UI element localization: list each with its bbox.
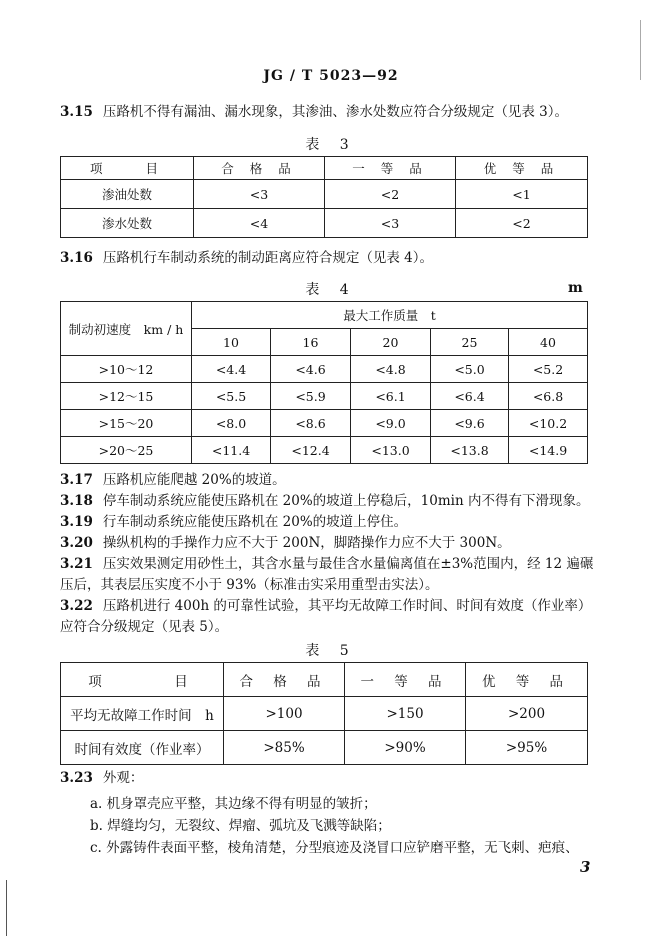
table-cell: <5.0 — [431, 356, 509, 383]
clause-3-20 — [60, 533, 600, 554]
clause-number: 3.21 — [60, 556, 93, 572]
clause-3-18 — [60, 491, 600, 512]
row-label: 渗水处数 — [61, 209, 194, 238]
row-label: 渗油处数 — [61, 180, 194, 209]
header-cell: 合 格 品 — [194, 157, 325, 180]
table-row — [61, 731, 588, 765]
table-cell: <14.9 — [509, 437, 588, 464]
group-header: 最大工作质量 t — [192, 302, 588, 329]
clause-3-22 — [60, 596, 600, 638]
item-b: b. 焊缝均匀，无裂纹、焊瘤、弧坑及飞溅等缺陷； — [90, 818, 391, 834]
table-cell: <1 — [456, 180, 588, 209]
clause-text: 操纵机构的手操作力应不大于 200N，脚踏操作力应不大于 300N。 — [102, 535, 511, 551]
table-row — [61, 180, 588, 209]
table-cell: <4.6 — [271, 356, 351, 383]
clause-text: 行车制动系统应能使压路机在 20%的坡道上停住。 — [102, 514, 408, 530]
row-label: >15～20 — [61, 410, 192, 437]
table-4 — [60, 301, 588, 464]
row-label: >10～12 — [61, 356, 192, 383]
table-3 — [60, 156, 588, 238]
table-cell: <4 — [194, 209, 325, 238]
table-cell: <12.4 — [271, 437, 351, 464]
table-header-row — [61, 302, 588, 329]
clause-text: 外观： — [102, 770, 144, 786]
table-row — [61, 383, 588, 410]
clause-3-16 — [60, 248, 600, 269]
table-row — [61, 209, 588, 238]
table-row — [61, 356, 588, 383]
item-a: a. 机身罩壳应平整，其边缘不得有明显的皱折； — [90, 796, 377, 812]
table4-unit: m — [568, 280, 583, 296]
table-cell: <10.2 — [509, 410, 588, 437]
page-header: JG / T 5023—92 — [263, 68, 399, 84]
header-cell: 项 目 — [61, 663, 224, 697]
table-row — [61, 437, 588, 464]
table-cell: <2 — [456, 209, 588, 238]
mass-header: 40 — [509, 329, 588, 356]
table3-caption: 表 3 — [305, 137, 357, 153]
table-cell: >100 — [224, 697, 345, 731]
table-cell: <3 — [194, 180, 325, 209]
table-cell: <6.4 — [431, 383, 509, 410]
clause-number: 3.16 — [60, 250, 93, 266]
table-header-row — [61, 663, 588, 697]
header-cell: 合 格 品 — [224, 663, 345, 697]
table-cell: >95% — [466, 731, 588, 765]
table5-caption: 表 5 — [305, 643, 357, 659]
header-cell: 一 等 品 — [345, 663, 466, 697]
table-cell: <5.5 — [192, 383, 271, 410]
row-header: 制动初速度 km / h — [61, 302, 192, 356]
table-row — [61, 410, 588, 437]
clause-3-17 — [60, 470, 600, 491]
table4-caption: 表 4 — [305, 282, 357, 298]
table-cell: <5.9 — [271, 383, 351, 410]
table-cell: <5.2 — [509, 356, 588, 383]
clause-number: 3.19 — [60, 514, 93, 530]
table-cell: <6.1 — [351, 383, 431, 410]
clause-number: 3.23 — [60, 770, 93, 786]
clause-number: 3.20 — [60, 535, 93, 551]
table-cell: >150 — [345, 697, 466, 731]
table-5 — [60, 662, 588, 765]
table-cell: <2 — [325, 180, 456, 209]
header-cell: 优 等 品 — [466, 663, 588, 697]
clause-number: 3.18 — [60, 493, 93, 509]
mass-header: 10 — [192, 329, 271, 356]
table-cell: <9.0 — [351, 410, 431, 437]
page-number: 3 — [580, 858, 591, 876]
header-cell: 项 目 — [61, 157, 194, 180]
header-cell: 优 等 品 — [456, 157, 588, 180]
table-cell: <4.4 — [192, 356, 271, 383]
table-cell: <8.0 — [192, 410, 271, 437]
clause-3-23 — [60, 768, 600, 789]
clause-text: 压实效果测定用砂性土，其含水量与最佳含水量偏离值在±3%范围内，经 12 遍碾压后，其表层压实度不小于 93%（标准击实采用重型击实法）。 — [60, 556, 594, 593]
clause-text: 压路机不得有漏油、漏水现象，其渗油、渗水处数应符合分级规定（见表 3）。 — [102, 104, 569, 120]
mass-header: 25 — [431, 329, 509, 356]
mass-header: 20 — [351, 329, 431, 356]
table-cell: <6.8 — [509, 383, 588, 410]
table-cell: >90% — [345, 731, 466, 765]
header-cell: 一 等 品 — [325, 157, 456, 180]
clause-3-19 — [60, 512, 600, 533]
clause-number: 3.17 — [60, 472, 93, 488]
row-label: >12～15 — [61, 383, 192, 410]
clause-text: 停车制动系统应能使压路机在 20%的坡道上停稳后，10min 内不得有下滑现象。 — [102, 493, 590, 509]
clause-3-21 — [60, 554, 600, 596]
table-cell: >200 — [466, 697, 588, 731]
table-row — [61, 697, 588, 731]
clause-text: 压路机应能爬越 20%的坡道。 — [102, 472, 286, 488]
clause-3-15 — [60, 102, 600, 123]
table-cell: <3 — [325, 209, 456, 238]
clause-number: 3.22 — [60, 598, 93, 614]
row-label: 时间有效度（作业率） — [61, 731, 224, 765]
table-cell: >85% — [224, 731, 345, 765]
clause-number: 3.15 — [60, 104, 93, 120]
mass-header: 16 — [271, 329, 351, 356]
table-cell: <11.4 — [192, 437, 271, 464]
scan-edge-line — [6, 880, 7, 936]
table-cell: <8.6 — [271, 410, 351, 437]
table-cell: <13.0 — [351, 437, 431, 464]
row-label: 平均无故障工作时间 h — [61, 697, 224, 731]
table-header-row — [61, 157, 588, 180]
item-c: c. 外露铸件表面平整，棱角清楚，分型痕迹及浇冒口应铲磨平整，无飞刺、疤痕、 — [90, 840, 579, 856]
table-cell: <13.8 — [431, 437, 509, 464]
clause-text: 压路机进行 400h 的可靠性试验，其平均无故障工作时间、时间有效度（作业率）应符合分级规定（见表 5）。 — [60, 598, 592, 635]
row-label: >20～25 — [61, 437, 192, 464]
clause-text: 压路机行车制动系统的制动距离应符合规定（见表 4）。 — [102, 250, 434, 266]
table-cell: <9.6 — [431, 410, 509, 437]
table-cell: <4.8 — [351, 356, 431, 383]
